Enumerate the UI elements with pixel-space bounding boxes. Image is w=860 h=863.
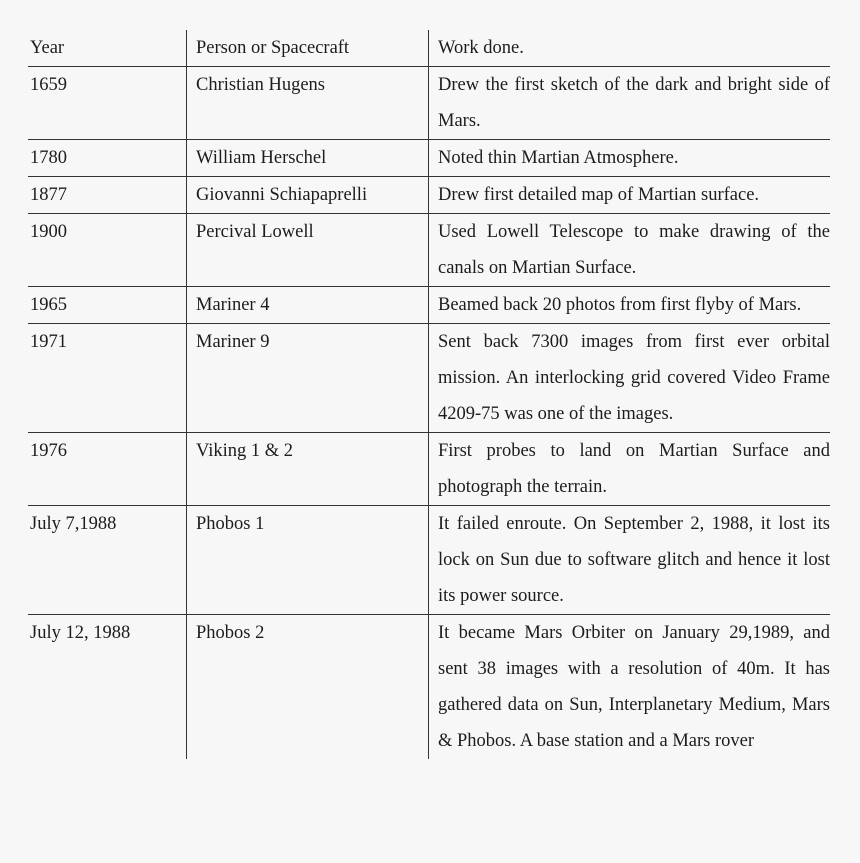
cell-person: Giovanni Schiapaprelli — [187, 177, 429, 214]
cell-work: Noted thin Martian Atmosphere. — [429, 140, 831, 177]
cell-year: 1780 — [28, 140, 187, 177]
table-row — [28, 324, 830, 433]
cell-work: First probes to land on Martian Surface and photograph the terrain. — [429, 433, 831, 506]
cell-work: Drew first detailed map of Martian surface. — [429, 177, 831, 214]
header-person: Person or Spacecraft — [187, 30, 429, 67]
table-row — [28, 177, 830, 214]
table-row — [28, 140, 830, 177]
cell-year: 1965 — [28, 287, 187, 324]
table-row — [28, 433, 830, 506]
cell-year: 1900 — [28, 214, 187, 287]
cell-year: July 7,1988 — [28, 506, 187, 615]
table-row — [28, 214, 830, 287]
table-row — [28, 67, 830, 140]
cell-work: It became Mars Orbiter on January 29,1989, and sent 38 images with a resolution of 40m. It has gathered data on Sun, Interplanetary Medium, Mars & Phobos. A base station and a Mars rover — [429, 615, 831, 760]
header-work: Work done. — [429, 30, 831, 67]
cell-person: William Herschel — [187, 140, 429, 177]
cell-person: Percival Lowell — [187, 214, 429, 287]
header-year: Year — [30, 38, 65, 58]
cell-work: Used Lowell Telescope to make drawing of the canals on Martian Surface. — [429, 214, 831, 287]
table-header-row — [28, 30, 830, 67]
table-row — [28, 615, 830, 760]
cell-work: Sent back 7300 images from first ever orbital mission. An interlocking grid covered Video Frame 4209-75 was one of the images. — [429, 324, 831, 433]
cell-year: 1877 — [28, 177, 187, 214]
cell-person: Christian Hugens — [187, 67, 429, 140]
cell-work: It failed enroute. On September 2, 1988, it lost its lock on Sun due to software glitch and hence it lost its power source. — [429, 506, 831, 615]
mars-exploration-table — [28, 30, 830, 759]
cell-year: 1976 — [28, 433, 187, 506]
table-row — [28, 506, 830, 615]
cell-person: Mariner 9 — [187, 324, 429, 433]
cell-person: Viking 1 & 2 — [187, 433, 429, 506]
cell-year: 1659 — [28, 67, 187, 140]
cell-year: July 12, 1988 — [28, 615, 187, 760]
cell-year: 1971 — [28, 324, 187, 433]
cell-person: Mariner 4 — [187, 287, 429, 324]
table-row — [28, 287, 830, 324]
cell-person: Phobos 2 — [187, 615, 429, 760]
cell-person: Phobos 1 — [187, 506, 429, 615]
cell-work: Drew the first sketch of the dark and bright side of Mars. — [429, 67, 831, 140]
cell-work: Beamed back 20 photos from first flyby of Mars. — [429, 287, 831, 324]
